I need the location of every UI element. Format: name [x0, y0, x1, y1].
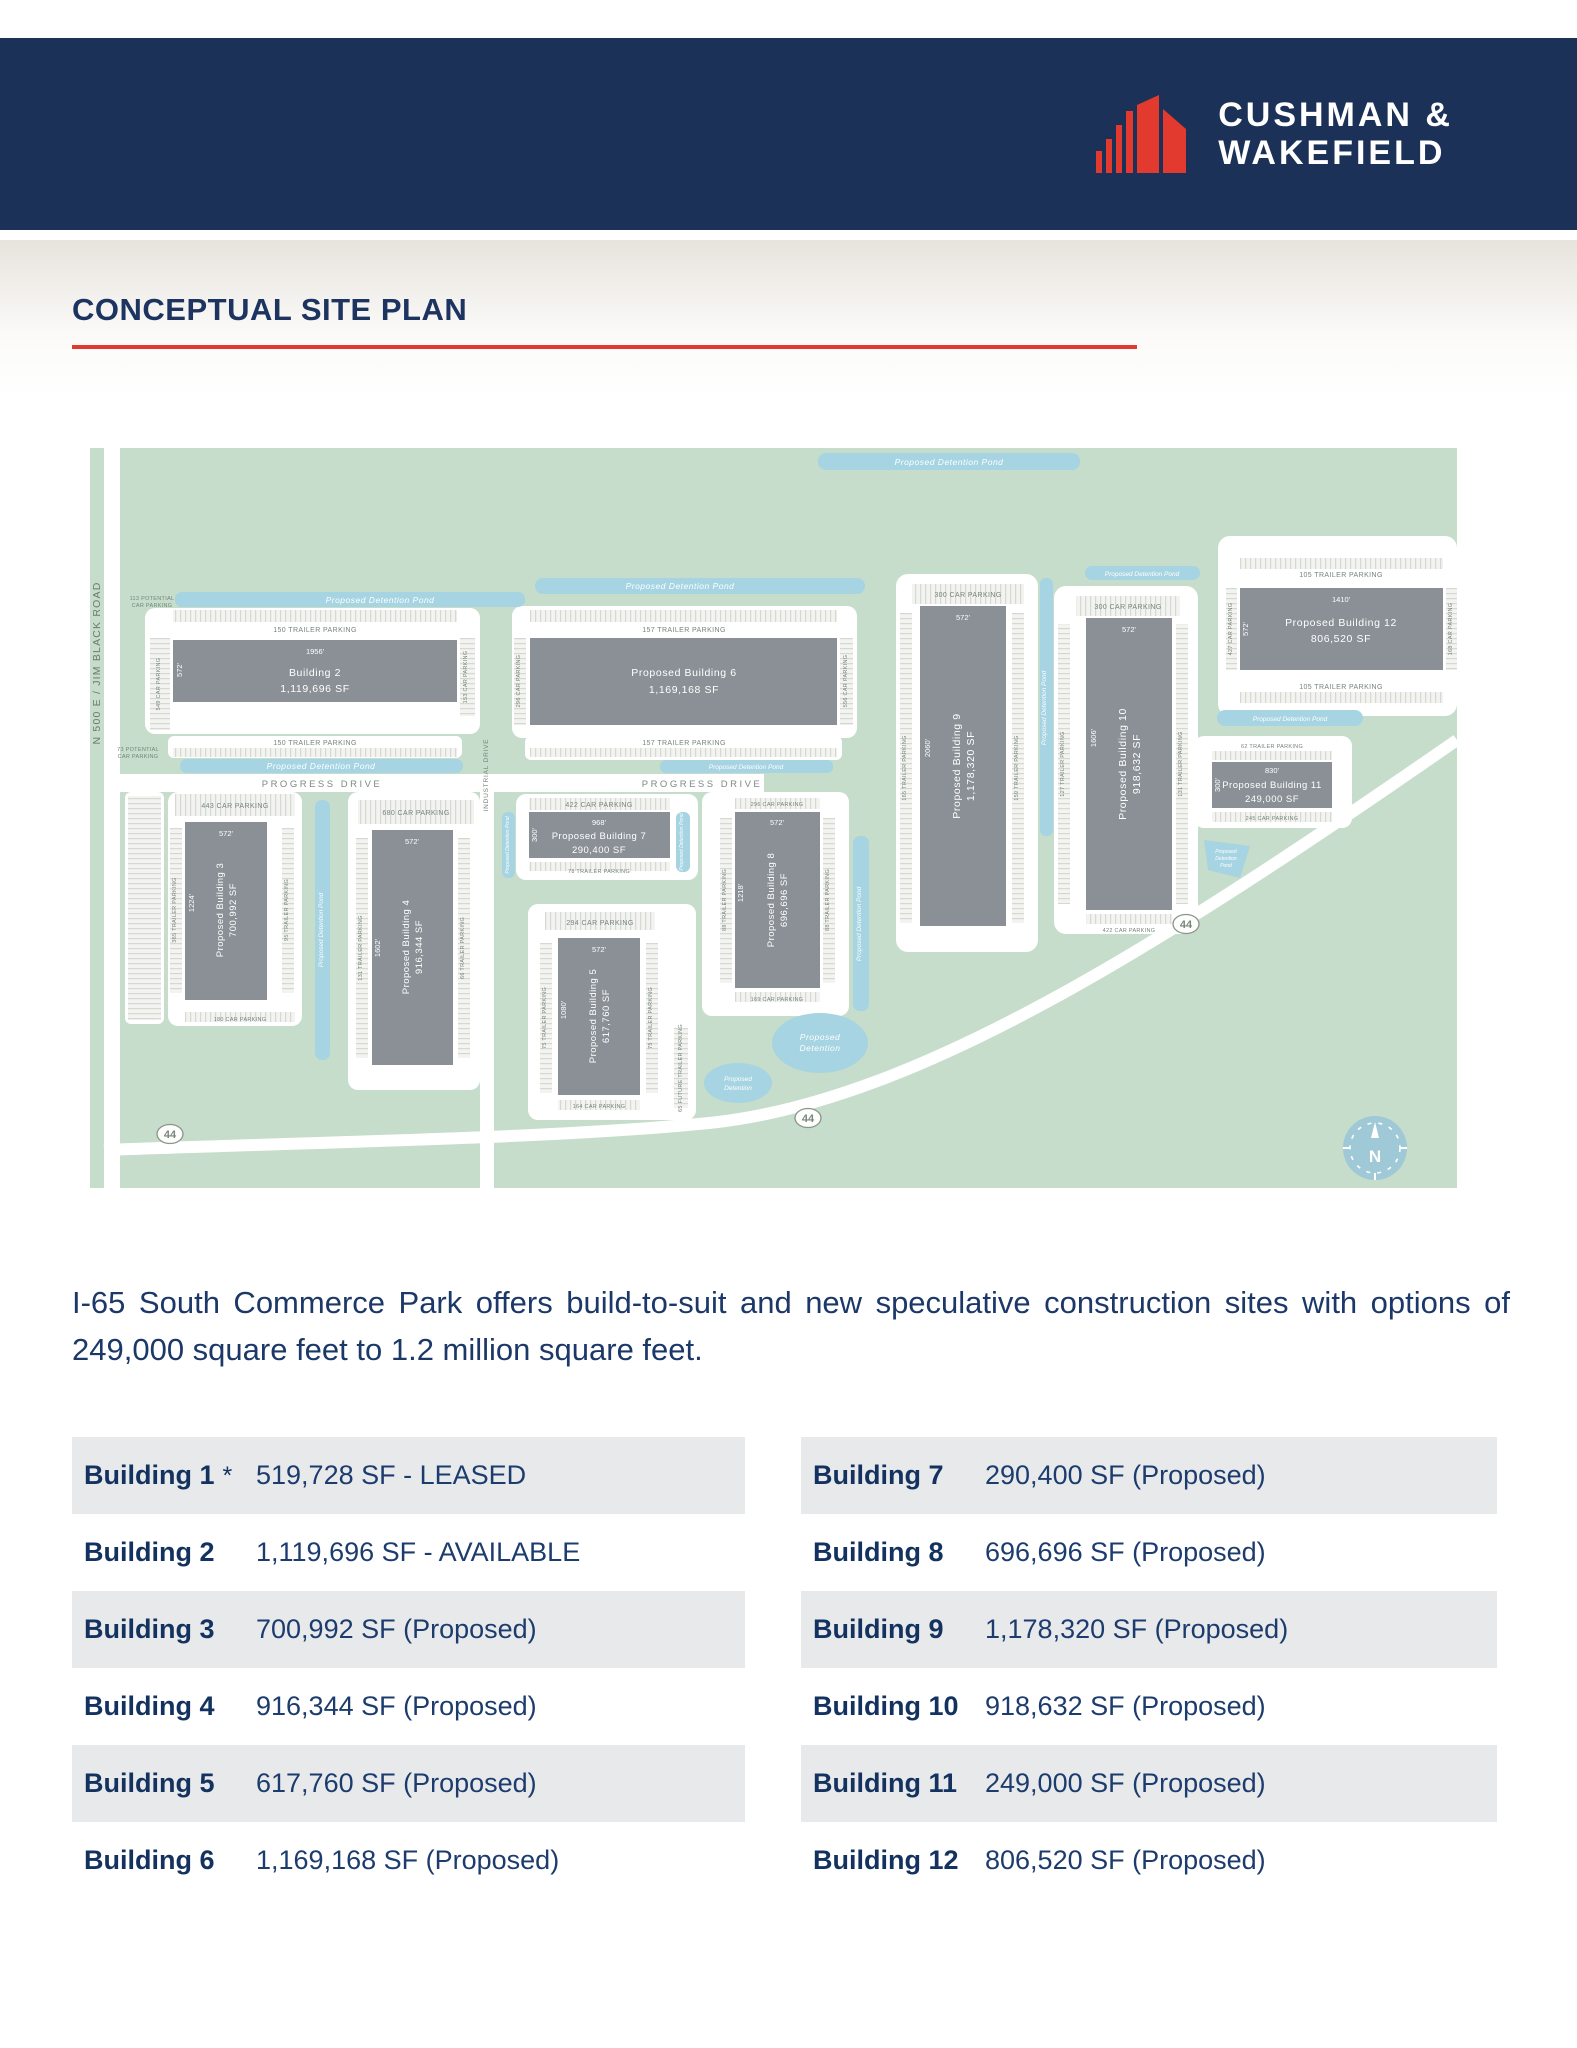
parking-label: 427 CAR PARKING	[1228, 602, 1234, 656]
parking-label: CAR PARKING	[117, 754, 159, 760]
table-row	[801, 1591, 1497, 1668]
building-7-sf: 290,400 SF	[571, 845, 627, 856]
building-name: Building 6	[84, 1845, 215, 1875]
parking-label: CAR PARKING	[131, 603, 173, 609]
table-row	[72, 1514, 745, 1591]
table-row	[72, 1437, 745, 1514]
pond-label: Proposed Detention Pond	[266, 761, 376, 771]
building-2-label: Building 2	[288, 667, 342, 679]
building-value: 700,992 SF (Proposed)	[256, 1614, 537, 1644]
building-9-sf: 1,178,320 SF	[965, 730, 977, 802]
parking-strip	[1240, 558, 1443, 569]
dim-label: 1080'	[559, 1000, 568, 1020]
building-8	[735, 812, 820, 988]
brand-line-1: CUSHMAN &	[1218, 95, 1453, 134]
pond-label: Proposed	[799, 1032, 841, 1042]
pond-label: Proposed Detention Pond	[1252, 716, 1328, 723]
parking-label: 75 TRAILER PARKING	[542, 986, 548, 1050]
parking-label: 680 CAR PARKING	[382, 810, 450, 817]
table-row	[801, 1514, 1497, 1591]
table-row	[801, 1668, 1497, 1745]
brand-wordmark	[1218, 96, 1453, 172]
road-jim-black	[104, 448, 120, 1188]
building-name: Building 8	[813, 1537, 944, 1567]
parking-label: 153 CAR PARKING	[463, 650, 469, 704]
parking-label: 150 TRAILER PARKING	[273, 627, 357, 634]
pond-label: Proposed Detention Pond	[325, 595, 435, 605]
dim-label: 968'	[592, 818, 606, 827]
parking-label: 294 CAR PARKING	[566, 920, 634, 927]
parking-label: 131 TRAILER PARKING	[358, 915, 364, 981]
intro-paragraph: I-65 South Commerce Park offers build-to-suit and new speculative construction sites with options of 249,000 square feet to 1.2 million square feet.	[72, 1285, 1510, 1367]
parking-label: 66 TRAILER PARKING	[460, 916, 466, 980]
parking-label: 164 CAR PARKING	[572, 1104, 626, 1110]
building-value: 617,760 SF (Proposed)	[256, 1768, 537, 1798]
building-value: 249,000 SF (Proposed)	[985, 1768, 1266, 1798]
header-band	[0, 38, 1577, 230]
road-label-industrial-drive: INDUSTRIAL DRIVE	[483, 738, 490, 812]
parking-label: 113 POTENTIAL	[129, 596, 175, 602]
table-row	[801, 1745, 1497, 1822]
parking-label: 88 TRAILER PARKING	[825, 868, 831, 932]
parking-label: 157 TRAILER PARKING	[642, 740, 726, 747]
parking-label: 65 FUTURE TRAILER PARKING	[678, 1024, 684, 1112]
parking-label: 556 CAR PARKING	[843, 654, 849, 708]
building-9-label: Proposed Building 9	[951, 713, 963, 819]
building-5-label: Proposed Building 5	[588, 968, 599, 1064]
brand-line-2: WAKEFIELD	[1218, 134, 1446, 172]
parking-label: 73 POTENTIAL	[117, 747, 159, 753]
top-margin	[0, 0, 1577, 38]
pond-label: Proposed Detention Pond	[856, 886, 863, 962]
building-table	[72, 1437, 1577, 1899]
building-value: 519,728 SF - LEASED	[256, 1460, 527, 1490]
building-name: Building 10	[813, 1691, 959, 1721]
parking-strip	[173, 748, 457, 757]
parking-label: 365 TRAILER PARKING	[172, 877, 178, 943]
road-label-progress-drive: PROGRESS DRIVE	[641, 779, 763, 790]
table-row	[801, 1822, 1497, 1899]
dim-label: 572'	[770, 818, 784, 827]
building-7-label: Proposed Building 7	[551, 831, 647, 842]
dim-label: 572'	[956, 613, 970, 622]
dim-label: 572'	[219, 829, 233, 838]
title-section	[0, 240, 1577, 396]
building-value: 696,696 SF (Proposed)	[985, 1537, 1266, 1567]
table-row	[72, 1822, 745, 1899]
parking-label: 75 TRAILER PARKING	[648, 986, 654, 1050]
route-44-shield	[157, 1125, 183, 1144]
pond-label: Detention	[1215, 856, 1237, 862]
building-name: Building 1 *	[84, 1460, 233, 1490]
building-2-sf: 1,119,696 SF	[280, 683, 350, 695]
building-value: 1,169,168 SF (Proposed)	[256, 1845, 560, 1875]
dim-label: 572'	[1241, 622, 1250, 636]
parking-label: 300 CAR PARKING	[934, 592, 1002, 599]
building-11-label: Proposed Building 11	[1222, 780, 1322, 791]
parking-label: 245 CAR PARKING	[1245, 816, 1299, 822]
parking-label: 62 TRAILER PARKING	[1240, 744, 1304, 750]
band-separator	[0, 230, 1577, 240]
dim-label: 830'	[1265, 766, 1279, 775]
building-value: 918,632 SF (Proposed)	[985, 1691, 1266, 1721]
pond-label: Proposed Detention Pond	[1041, 670, 1048, 746]
page-title: CONCEPTUAL SITE PLAN	[72, 292, 468, 327]
pond-label: Proposed Detention Pond	[318, 892, 325, 968]
table-row	[72, 1745, 745, 1822]
building-name: Building 11	[813, 1768, 958, 1798]
route-44-shield	[1173, 915, 1199, 934]
dim-label: 572'	[405, 837, 419, 846]
compass-n-text: N	[1368, 1147, 1382, 1166]
building-name: Building 2	[84, 1537, 215, 1567]
building-name: Building 4	[84, 1691, 215, 1721]
building-name: Building 5	[84, 1768, 215, 1798]
parking-label: 422 CAR PARKING	[565, 802, 633, 809]
title-underline	[72, 345, 1137, 349]
pond-label: Detention	[799, 1043, 841, 1053]
parking-strip	[1212, 751, 1332, 760]
cushman-wakefield-logo	[1096, 95, 1453, 173]
building-5	[558, 938, 640, 1095]
building-3	[185, 822, 267, 1000]
parking-label: 422 CAR PARKING	[1102, 928, 1156, 934]
detention-pond	[704, 1063, 772, 1103]
parking-label: 95 TRAILER PARKING	[284, 878, 290, 942]
pond-label: Detention	[724, 1085, 752, 1092]
road-label-progress-drive: PROGRESS DRIVE	[261, 779, 383, 790]
parking-label: 296 CAR PARKING	[516, 654, 522, 708]
dim-label: 2060'	[923, 738, 932, 758]
dim-label: 300'	[530, 828, 539, 842]
building-4-sf: 916,344 SF	[414, 919, 425, 975]
building-name: Building 9	[813, 1614, 944, 1644]
table-row	[72, 1668, 745, 1745]
building-name: Building 7	[813, 1460, 944, 1490]
parking-strip	[530, 748, 837, 757]
table-row	[72, 1591, 745, 1668]
building-8-sf: 696,696 SF	[779, 872, 790, 928]
parking-label: 300 CAR PARKING	[1094, 604, 1162, 611]
building-9	[920, 606, 1006, 926]
parking-label: 165 TRAILER PARKING	[902, 735, 908, 801]
parking-label: 105 TRAILER PARKING	[1299, 684, 1383, 691]
building-11-sf: 249,000 SF	[1244, 794, 1300, 805]
building-5-sf: 617,760 SF	[601, 988, 612, 1044]
building-8-label: Proposed Building 8	[766, 852, 777, 948]
pond-label: Proposed Detention Pond	[625, 581, 735, 591]
building-10-sf: 918,632 SF	[1131, 733, 1143, 795]
parking-label: 105 TRAILER PARKING	[1299, 572, 1383, 579]
building-12-sf: 806,520 SF	[1310, 633, 1372, 645]
building-10-label: Proposed Building 10	[1117, 708, 1129, 820]
table-column-left	[72, 1437, 745, 1899]
parking-label: 443 CAR PARKING	[201, 803, 269, 810]
pond-label: Proposed Detention Pond	[505, 816, 511, 874]
site-plan-map	[90, 448, 1457, 1188]
parking-label: 88 TRAILER PARKING	[722, 868, 728, 932]
parking-label: 296 CAR PARKING	[750, 802, 804, 808]
dim-label: 1956'	[305, 647, 325, 656]
pond-label: Proposed Detention Pond	[679, 813, 685, 871]
parking-strip	[1240, 692, 1443, 703]
parking-label: 150 TRAILER PARKING	[273, 740, 357, 747]
building-name: Building 3	[84, 1614, 215, 1644]
road-label-jim-black: N 500 E / JIM BLACK ROAD	[91, 581, 103, 745]
dim-label: 1410'	[1331, 595, 1351, 604]
building-4-label: Proposed Building 4	[401, 899, 412, 995]
table-row	[801, 1437, 1497, 1514]
dim-label: 1606'	[1089, 728, 1098, 748]
table-column-right	[801, 1437, 1497, 1899]
dim-label: 572'	[175, 663, 184, 677]
building-name: Building 12	[813, 1845, 959, 1875]
route-44-shield	[795, 1109, 821, 1128]
building-value: 1,119,696 SF - AVAILABLE	[256, 1537, 581, 1567]
building-6-sf: 1,169,168 SF	[648, 684, 720, 696]
pond-label: Proposed Detention Pond	[1104, 571, 1180, 578]
dim-label: 1602'	[373, 938, 382, 958]
parking-label: 168 CAR PARKING	[1448, 602, 1454, 656]
route-44-text: 44	[1179, 919, 1193, 931]
building-value: 806,520 SF (Proposed)	[985, 1845, 1266, 1875]
building-10	[1086, 618, 1172, 910]
route-44-text: 44	[801, 1113, 815, 1125]
building-4	[372, 830, 453, 1065]
building-value: 290,400 SF (Proposed)	[985, 1460, 1266, 1490]
building-6-label: Proposed Building 6	[631, 667, 737, 679]
parking-strip	[173, 610, 457, 622]
pond-label: Proposed	[1215, 849, 1237, 855]
dim-label: 1218'	[736, 883, 745, 903]
parking-label: 78 TRAILER PARKING	[567, 869, 631, 875]
dim-label: 572'	[592, 945, 606, 954]
building-3-label: Proposed Building 3	[215, 862, 226, 958]
road-industrial-drive	[480, 792, 494, 1188]
parking-label: 169 CAR PARKING	[750, 997, 804, 1003]
building-value: 916,344 SF (Proposed)	[256, 1691, 537, 1721]
parking-label: 157 TRAILER PARKING	[642, 627, 726, 634]
dim-label: 1224'	[187, 893, 196, 913]
parking-label: 180 CAR PARKING	[213, 1017, 267, 1023]
dim-label: 572'	[1122, 625, 1136, 634]
pond-label: Proposed	[724, 1076, 752, 1083]
building-6	[530, 638, 837, 725]
parking-label: 159 TRAILER PARKING	[1014, 735, 1020, 801]
logo-building-bars-icon	[1096, 95, 1188, 173]
parking-strip	[1086, 914, 1172, 924]
parking-strip	[128, 796, 161, 1020]
pond-label: Proposed Detention Pond	[708, 764, 784, 771]
parking-label: 131 TRAILER PARKING	[1178, 731, 1184, 797]
building-value: 1,178,320 SF (Proposed)	[985, 1614, 1289, 1644]
site-plan-svg	[90, 448, 1457, 1188]
dim-label: 300'	[1213, 778, 1222, 792]
building-3-sf: 700,992 SF	[228, 882, 239, 938]
compass-north	[1343, 1116, 1407, 1180]
pond-label: Proposed Detention Pond	[894, 457, 1004, 467]
pond-label: Pond	[1220, 863, 1232, 869]
parking-strip	[530, 610, 837, 622]
asterisk-note: *	[222, 1462, 233, 1490]
route-44-text: 44	[163, 1129, 177, 1141]
building-12-label: Proposed Building 12	[1285, 617, 1397, 629]
parking-label: 127 TRAILER PARKING	[1060, 731, 1066, 797]
parking-label: 549 CAR PARKING	[156, 657, 162, 711]
